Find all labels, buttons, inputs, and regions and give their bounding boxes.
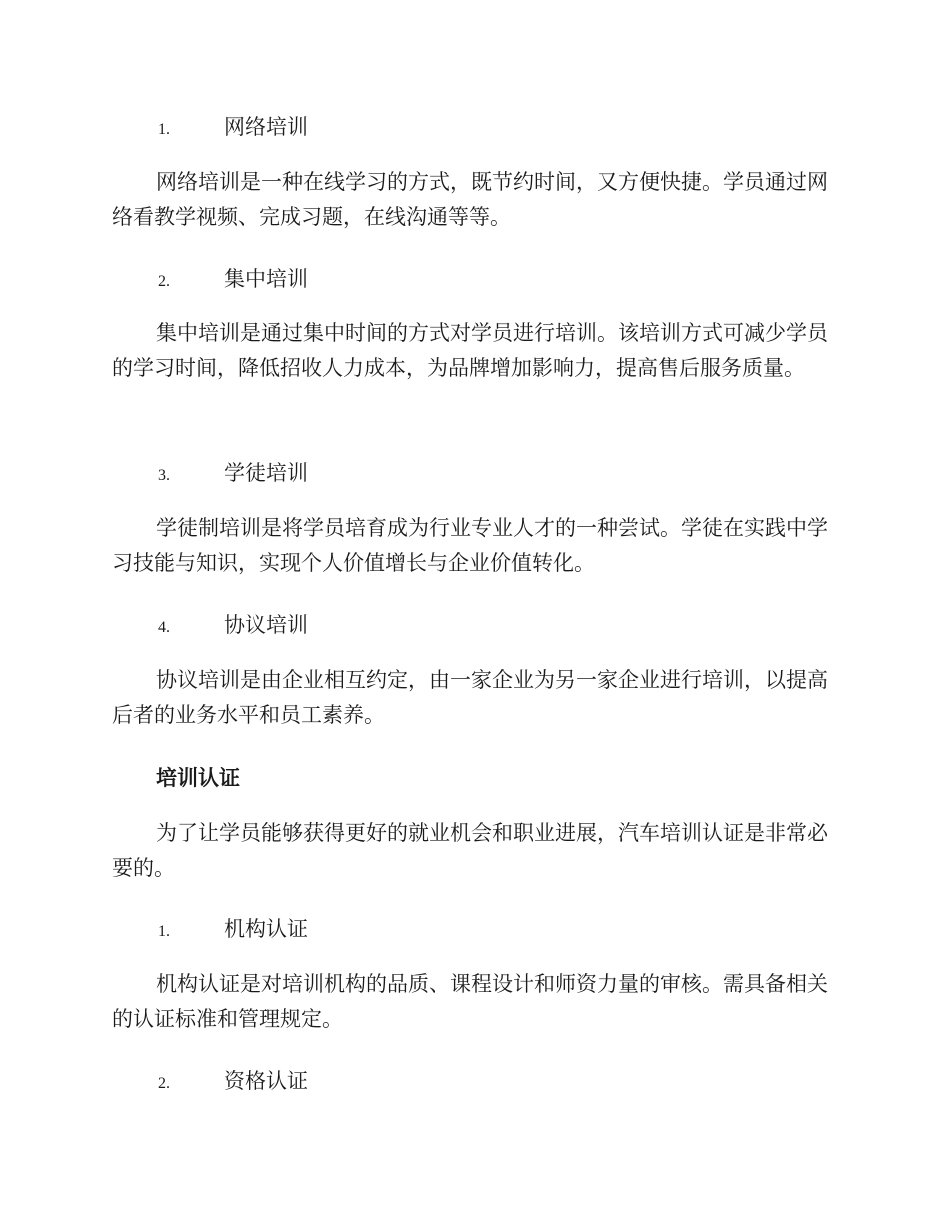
list-label: 协议培训: [224, 613, 308, 637]
paragraph-agreement-training: 协议培训是由企业相互约定，由一家企业为另一家企业进行培训，以提高后者的业务水平和员工素养。: [112, 668, 828, 727]
list-heading-apprentice-training: [158, 458, 308, 488]
list-number: 1.: [158, 923, 170, 940]
list-number: 2.: [158, 273, 170, 290]
list-number: 2.: [158, 1075, 170, 1092]
list-label: 资格认证: [224, 1069, 308, 1093]
paragraph-certification-intro: 为了让学员能够获得更好的就业机会和职业进展，汽车培训认证是非常必要的。: [112, 821, 828, 880]
paragraph-institution-certification: 机构认证是对培训机构的品质、课程设计和师资力量的审核。需具备相关的认证标准和管理规定。: [112, 972, 828, 1031]
list-label: 集中培训: [224, 267, 308, 291]
list-label: 网络培训: [224, 115, 308, 139]
list-heading-qualification-certification: [158, 1066, 308, 1096]
list-number: 1.: [158, 121, 170, 138]
list-label: 机构认证: [224, 917, 308, 941]
list-label: 学徒培训: [224, 461, 308, 485]
list-heading-agreement-training: [158, 610, 308, 640]
paragraph-apprentice-training: 学徒制培训是将学员培育成为行业专业人才的一种尝试。学徒在实践中学习技能与知识，实现个人价值增长与企业价值转化。: [112, 516, 828, 575]
paragraph-centralized-training: 集中培训是通过集中时间的方式对学员进行培训。该培训方式可减少学员的学习时间，降低招收人力成本，为品牌增加影响力，提高售后服务质量。: [112, 321, 828, 380]
paragraph-online-training: 网络培训是一种在线学习的方式，既节约时间，又方便快捷。学员通过网络看教学视频、完成习题，在线沟通等等。: [112, 170, 828, 229]
list-number: 3.: [158, 467, 170, 484]
list-number: 4.: [158, 619, 170, 636]
list-heading-centralized-training: [158, 264, 308, 294]
list-heading-institution-certification: [158, 914, 308, 944]
list-heading-online-training: [158, 112, 308, 142]
section-heading-certification: 培训认证: [156, 766, 240, 790]
